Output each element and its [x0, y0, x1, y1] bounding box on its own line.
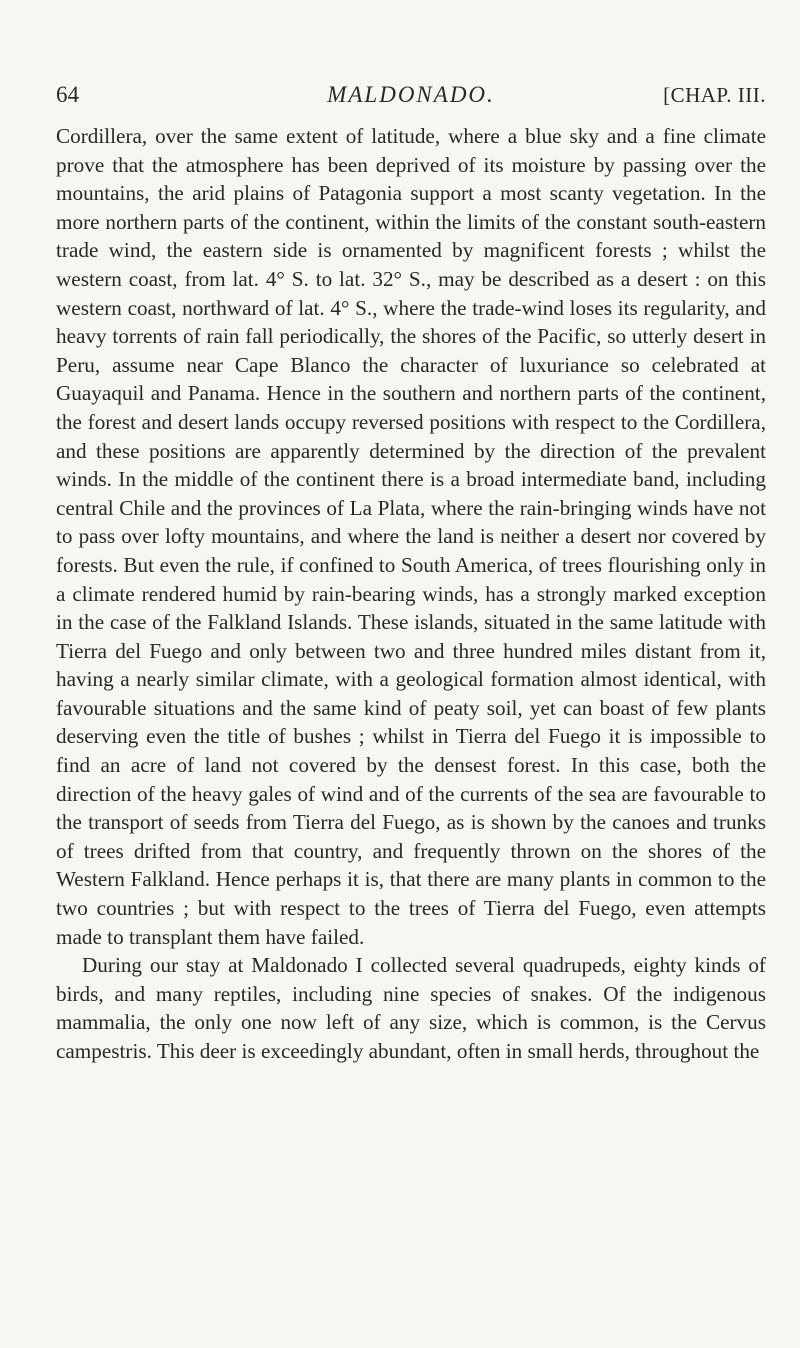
- running-title: MALDONADO.: [327, 82, 495, 107]
- paragraph-continued: Cordillera, over the same extent of latitude, where a blue sky and a fine climate prove that the atmosphere has been deprived of its moisture by passing over the mountains, the arid plains of Patagonia support a most scanty vegetation. In the more northern parts of the continent, within the limits of the constant south-eastern trade wind, the eastern side is ornamented by magnificent forests ; whilst the western coast, from lat. 4° S. to lat. 32° S., may be described as a desert : on this western coast, northward of lat. 4° S., where the trade-wind loses its regularity, and heavy torrents of rain fall periodically, the shores of the Pacific, so utterly desert in Peru, assume near Cape Blanco the character of luxuriance so celebrated at Guayaquil and Panama. Hence in the southern and northern parts of the continent, the forest and desert lands occupy reversed positions with respect to the Cordillera, and these positions are apparently determined by the direction of the prevalent winds. In the middle of the continent there is a broad intermediate band, including central Chile and the provinces of La Plata, where the rain-bringing winds have not to pass over lofty mountains, and where the land is neither a desert nor covered by forests. But even the rule, if confined to South America, of trees flourishing only in a climate rendered humid by rain-bearing winds, has a strongly marked exception in the case of the Falkland Islands. These islands, situated in the same latitude with Tierra del Fuego and only between two and three hundred miles distant from it, having a nearly similar climate, with a geological formation almost identical, with favourable situations and the same kind of peaty soil, yet can boast of few plants deserving even the title of bushes ; whilst in Tierra del Fuego it is impossible to find an acre of land not covered by the densest forest. In this case, both the direction of the heavy gales of wind and of the currents of the sea are favourable to the transport of seeds from Tierra del Fuego, as is shown by the canoes and trunks of trees drifted from that country, and frequently thrown on the shores of the Western Falkland. Hence perhaps it is, that there are many plants in common to the two countries ; but with respect to the trees of Tierra del Fuego, even attempts made to transplant them have failed.: [56, 124, 766, 949]
- book-page: [56, 78, 766, 1066]
- page-number: 64: [56, 82, 79, 107]
- body-text: [56, 122, 766, 1066]
- chapter-reference: [CHAP. III.: [663, 83, 766, 107]
- paragraph-maldonado-collection: During our stay at Maldonado I collected several quadrupeds, eighty kinds of birds, and many reptiles, including nine species of snakes. Of the indigenous mammalia, the only one now left of any size, which is common, is the Cervus campestris. This deer is exceedingly abundant, often in small herds, throughout the: [56, 953, 766, 1063]
- page-header: [56, 78, 766, 112]
